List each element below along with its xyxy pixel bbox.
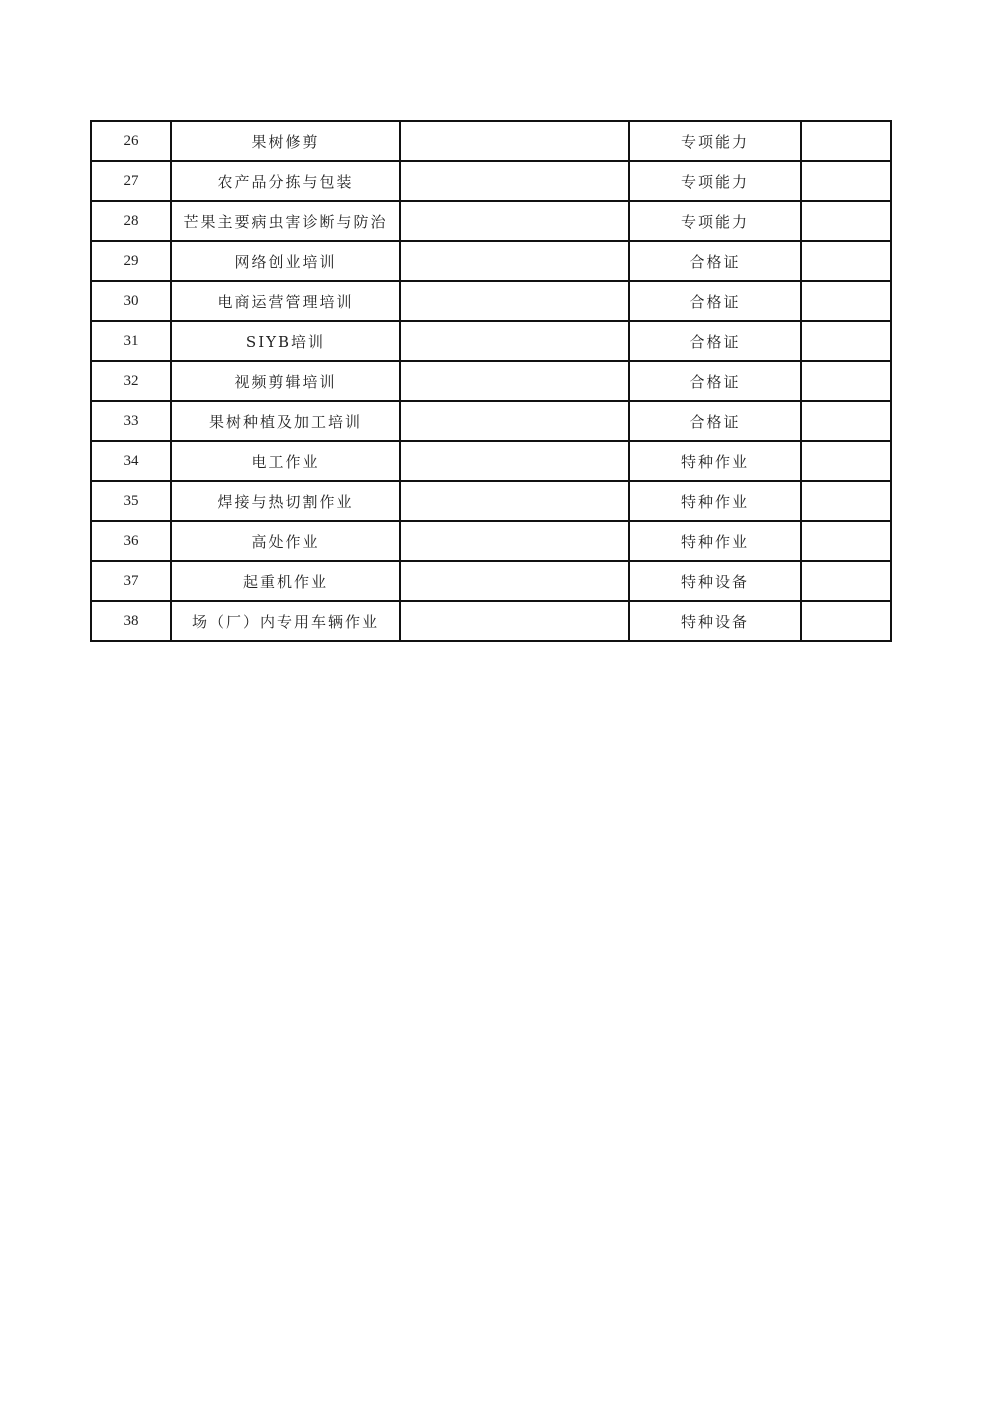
- project-name-cell: 电工作业: [171, 441, 400, 481]
- row-number-cell: 30: [91, 281, 171, 321]
- remarks-cell: [801, 241, 891, 281]
- row-number-cell: 36: [91, 521, 171, 561]
- row-number-cell: 32: [91, 361, 171, 401]
- certificate-type-cell: 特种作业: [629, 481, 801, 521]
- table-row: [91, 121, 891, 161]
- row-number-cell: 27: [91, 161, 171, 201]
- certificate-type-cell: 特种作业: [629, 441, 801, 481]
- remarks-cell: [801, 161, 891, 201]
- project-name-cell: SIYB培训: [171, 321, 400, 361]
- row-number-cell: 28: [91, 201, 171, 241]
- table-row: [91, 161, 891, 201]
- certificate-type-cell: 合格证: [629, 281, 801, 321]
- blank-cell: [400, 161, 629, 201]
- blank-cell: [400, 601, 629, 641]
- project-name-cell: 电商运营管理培训: [171, 281, 400, 321]
- table-row: [91, 601, 891, 641]
- remarks-cell: [801, 401, 891, 441]
- table-row: [91, 561, 891, 601]
- row-number-cell: 37: [91, 561, 171, 601]
- table-row: [91, 281, 891, 321]
- certificate-type-cell: 特种作业: [629, 521, 801, 561]
- project-name-cell: 芒果主要病虫害诊断与防治: [171, 201, 400, 241]
- table-row: [91, 401, 891, 441]
- blank-cell: [400, 121, 629, 161]
- table-row: [91, 441, 891, 481]
- project-name-cell: 场（厂）内专用车辆作业: [171, 601, 400, 641]
- certificate-type-cell: 特种设备: [629, 561, 801, 601]
- row-number-cell: 35: [91, 481, 171, 521]
- blank-cell: [400, 321, 629, 361]
- table-body: [91, 121, 891, 641]
- certificate-type-cell: 合格证: [629, 241, 801, 281]
- project-name-cell: 果树种植及加工培训: [171, 401, 400, 441]
- remarks-cell: [801, 281, 891, 321]
- table-row: [91, 321, 891, 361]
- project-name-cell: 视频剪辑培训: [171, 361, 400, 401]
- table-row: [91, 481, 891, 521]
- blank-cell: [400, 441, 629, 481]
- remarks-cell: [801, 361, 891, 401]
- blank-cell: [400, 201, 629, 241]
- table-row: [91, 241, 891, 281]
- table-row: [91, 361, 891, 401]
- remarks-cell: [801, 321, 891, 361]
- remarks-cell: [801, 521, 891, 561]
- training-table: [90, 120, 892, 642]
- certificate-type-cell: 专项能力: [629, 161, 801, 201]
- blank-cell: [400, 481, 629, 521]
- project-name-cell: 高处作业: [171, 521, 400, 561]
- blank-cell: [400, 361, 629, 401]
- remarks-cell: [801, 561, 891, 601]
- project-name-cell: 焊接与热切割作业: [171, 481, 400, 521]
- blank-cell: [400, 241, 629, 281]
- row-number-cell: 33: [91, 401, 171, 441]
- project-name-cell: 网络创业培训: [171, 241, 400, 281]
- row-number-cell: 29: [91, 241, 171, 281]
- project-name-cell: 起重机作业: [171, 561, 400, 601]
- remarks-cell: [801, 121, 891, 161]
- project-name-cell: 果树修剪: [171, 121, 400, 161]
- certificate-type-cell: 特种设备: [629, 601, 801, 641]
- certificate-type-cell: 合格证: [629, 401, 801, 441]
- blank-cell: [400, 281, 629, 321]
- certificate-type-cell: 合格证: [629, 321, 801, 361]
- project-name-cell: 农产品分拣与包装: [171, 161, 400, 201]
- row-number-cell: 31: [91, 321, 171, 361]
- blank-cell: [400, 401, 629, 441]
- blank-cell: [400, 561, 629, 601]
- table-row: [91, 201, 891, 241]
- remarks-cell: [801, 201, 891, 241]
- remarks-cell: [801, 601, 891, 641]
- blank-cell: [400, 521, 629, 561]
- row-number-cell: 34: [91, 441, 171, 481]
- certificate-type-cell: 专项能力: [629, 201, 801, 241]
- remarks-cell: [801, 441, 891, 481]
- certificate-type-cell: 合格证: [629, 361, 801, 401]
- remarks-cell: [801, 481, 891, 521]
- table-row: [91, 521, 891, 561]
- row-number-cell: 26: [91, 121, 171, 161]
- row-number-cell: 38: [91, 601, 171, 641]
- certificate-type-cell: 专项能力: [629, 121, 801, 161]
